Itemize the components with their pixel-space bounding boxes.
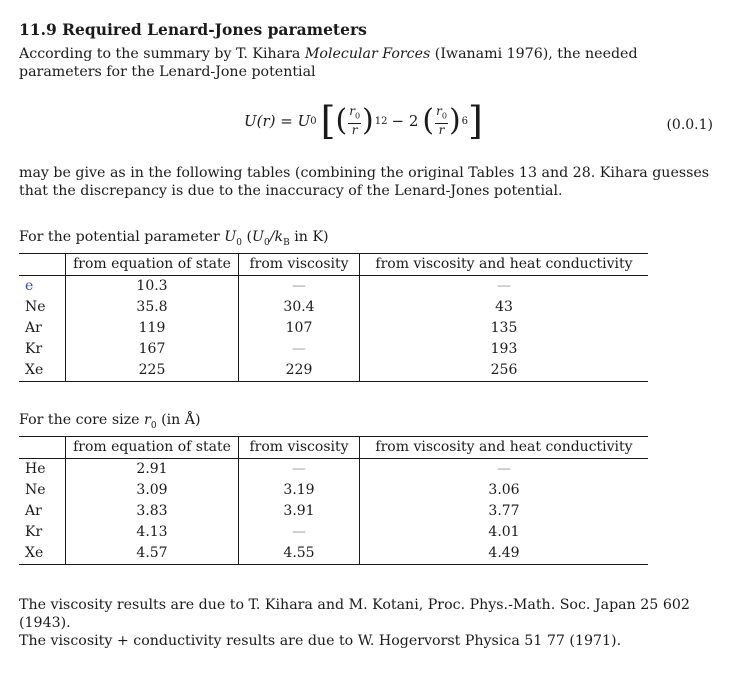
table1-cell: 167 bbox=[66, 339, 239, 360]
table1-cell: 10.3 bbox=[66, 276, 239, 298]
table2-gas-cell: Kr bbox=[25, 524, 43, 540]
intro-text-after: (Iwanami 1976), the needed parameters for the Lenard-Jone potential bbox=[19, 46, 638, 80]
table2-cell: — bbox=[239, 522, 360, 543]
footnote-kihara: The viscosity results are due to T. Kihara and M. Kotani, Proc. Phys.-Math. Soc. Japan 25 602 (1943). bbox=[19, 597, 690, 631]
t1-cap-U: U bbox=[224, 229, 237, 245]
eq-lhs: U(r) = U bbox=[244, 112, 311, 130]
table1-cell: — bbox=[360, 276, 649, 298]
table1-cell: 135 bbox=[360, 318, 649, 339]
eq-right-paren-2: ) bbox=[448, 103, 461, 138]
core-size-table bbox=[19, 436, 648, 565]
table1-header-heat: from viscosity and heat conductivity bbox=[360, 254, 649, 276]
eq-frac1-r0-sub: 0 bbox=[354, 111, 361, 121]
table2-cell: 3.83 bbox=[66, 501, 239, 522]
eq-exponent-12: 12 bbox=[374, 115, 388, 127]
table1-header-gas bbox=[19, 254, 66, 276]
intro-text-before: According to the summary by T. Kihara bbox=[19, 46, 305, 62]
table-row bbox=[19, 522, 648, 543]
table1-cell: — bbox=[239, 276, 360, 298]
table1-cell: 225 bbox=[66, 360, 239, 382]
table2-gas-cell: Ne bbox=[25, 482, 46, 498]
table2-header-gas bbox=[19, 437, 66, 459]
table2-cell: 4.01 bbox=[360, 522, 649, 543]
table2-cell: 4.55 bbox=[239, 543, 360, 565]
eq-frac2-r0: r bbox=[436, 104, 442, 119]
table1-cell: 35.8 bbox=[66, 297, 239, 318]
equation-number: (0.0.1) bbox=[666, 117, 713, 133]
table1-caption bbox=[19, 229, 329, 248]
table1-gas-cell: Xe bbox=[19, 360, 66, 382]
table2-gas-cell: Ar bbox=[25, 503, 42, 519]
section-heading: 11.9 Required Lenard-Jones parameters bbox=[19, 20, 367, 39]
table1-cell: 107 bbox=[239, 318, 360, 339]
eq-left-paren-2: ( bbox=[422, 103, 435, 138]
eq-frac2-den: r bbox=[438, 122, 445, 137]
eq-left-paren-1: ( bbox=[335, 103, 348, 138]
table2-header-eos: from equation of state bbox=[66, 437, 239, 459]
table2-gas-cell: Xe bbox=[19, 543, 66, 565]
table2-caption bbox=[19, 412, 201, 431]
t1-cap-unit: U bbox=[252, 229, 264, 245]
table-row bbox=[19, 339, 648, 360]
table2-cell: 3.06 bbox=[360, 480, 649, 501]
table1-header-row bbox=[19, 254, 648, 276]
table2-cell: 2.91 bbox=[66, 459, 239, 481]
table-row bbox=[19, 459, 648, 481]
book-title: Molecular Forces bbox=[304, 46, 431, 62]
t2-cap-sub: 0 bbox=[150, 420, 157, 431]
table2-cell: 3.91 bbox=[239, 501, 360, 522]
table1-cell: 229 bbox=[239, 360, 360, 382]
table1-cell: 193 bbox=[360, 339, 649, 360]
t1-cap-unit-sub: 0 bbox=[264, 237, 270, 248]
second-paragraph: may be give as in the following tables (combining the original Tables 13 and 28. Kihara guesses that the discrepancy is due to the inaccuracy of the Lenard-Jones potential. bbox=[19, 165, 710, 199]
eq-frac1-den: r bbox=[351, 122, 358, 137]
eq-minus-two: − 2 bbox=[391, 112, 419, 130]
eq-lhs-sub: 0 bbox=[310, 115, 317, 127]
eq-frac2-r0-sub: 0 bbox=[441, 111, 447, 121]
t1-cap-slash: /k bbox=[269, 229, 284, 245]
table1-header-eos: from equation of state bbox=[66, 254, 239, 276]
table1-cell: 43 bbox=[360, 297, 649, 318]
table1-gas-cell[interactable]: e bbox=[25, 278, 34, 294]
eq-frac1-num bbox=[348, 105, 361, 123]
t1-cap-end: in K) bbox=[289, 229, 329, 245]
table1-cell: 30.4 bbox=[239, 297, 360, 318]
eq-frac1-r0: r bbox=[349, 104, 355, 119]
eq-right-paren-1: ) bbox=[362, 103, 374, 138]
eq-right-bracket: ] bbox=[468, 99, 483, 143]
table2-header-viscosity: from viscosity bbox=[239, 437, 360, 459]
table2-cell: 3.77 bbox=[360, 501, 649, 522]
table1-header-viscosity: from viscosity bbox=[239, 254, 360, 276]
table2-cell: 3.19 bbox=[239, 480, 360, 501]
eq-fraction-1 bbox=[348, 105, 361, 136]
table2-cell: 3.09 bbox=[66, 480, 239, 501]
t1-cap-mid: ( bbox=[241, 229, 253, 245]
table2-header-row bbox=[19, 437, 648, 459]
footnote-hogervorst: The viscosity + conductivity results are due to W. Hogervorst Physica 51 77 (1971). bbox=[19, 633, 622, 649]
table2-cell: 4.49 bbox=[360, 543, 649, 565]
t1-cap-sub: 0 bbox=[236, 237, 242, 248]
table1-gas-cell: Kr bbox=[25, 341, 43, 357]
table1-cell: — bbox=[239, 339, 360, 360]
table2-cell: 4.13 bbox=[66, 522, 239, 543]
t1-cap-before: For the potential parameter bbox=[19, 229, 225, 245]
eq-exponent-6: 6 bbox=[461, 115, 469, 127]
table2-cell: 4.57 bbox=[66, 543, 239, 565]
t2-cap-end: (in Å) bbox=[156, 412, 201, 428]
intro-paragraph bbox=[19, 45, 719, 81]
table-row bbox=[19, 297, 648, 318]
potential-parameter-table bbox=[19, 253, 648, 382]
table2-gas-cell: He bbox=[25, 461, 46, 477]
table-row bbox=[19, 501, 648, 522]
lennard-jones-equation bbox=[0, 96, 732, 152]
table2-header-heat: from viscosity and heat conductivity bbox=[360, 437, 649, 459]
table-row bbox=[19, 276, 648, 298]
t1-cap-B: B bbox=[283, 237, 290, 248]
table-row bbox=[19, 318, 648, 339]
equation-body bbox=[244, 99, 483, 143]
table-row bbox=[19, 360, 648, 382]
table1-cell: 119 bbox=[66, 318, 239, 339]
table1-cell: 256 bbox=[360, 360, 649, 382]
t2-cap-before: For the core size bbox=[19, 412, 145, 428]
table-row bbox=[19, 480, 648, 501]
eq-fraction-2 bbox=[435, 105, 448, 136]
table1-gas-cell: Ar bbox=[25, 320, 42, 336]
eq-left-bracket: [ bbox=[320, 99, 336, 143]
table2-cell: — bbox=[239, 459, 360, 481]
table2-cell: — bbox=[360, 459, 649, 481]
t2-cap-r: r bbox=[144, 412, 151, 428]
table-row bbox=[19, 543, 648, 565]
eq-frac2-num bbox=[435, 105, 448, 123]
table1-gas-cell: Ne bbox=[25, 299, 46, 315]
